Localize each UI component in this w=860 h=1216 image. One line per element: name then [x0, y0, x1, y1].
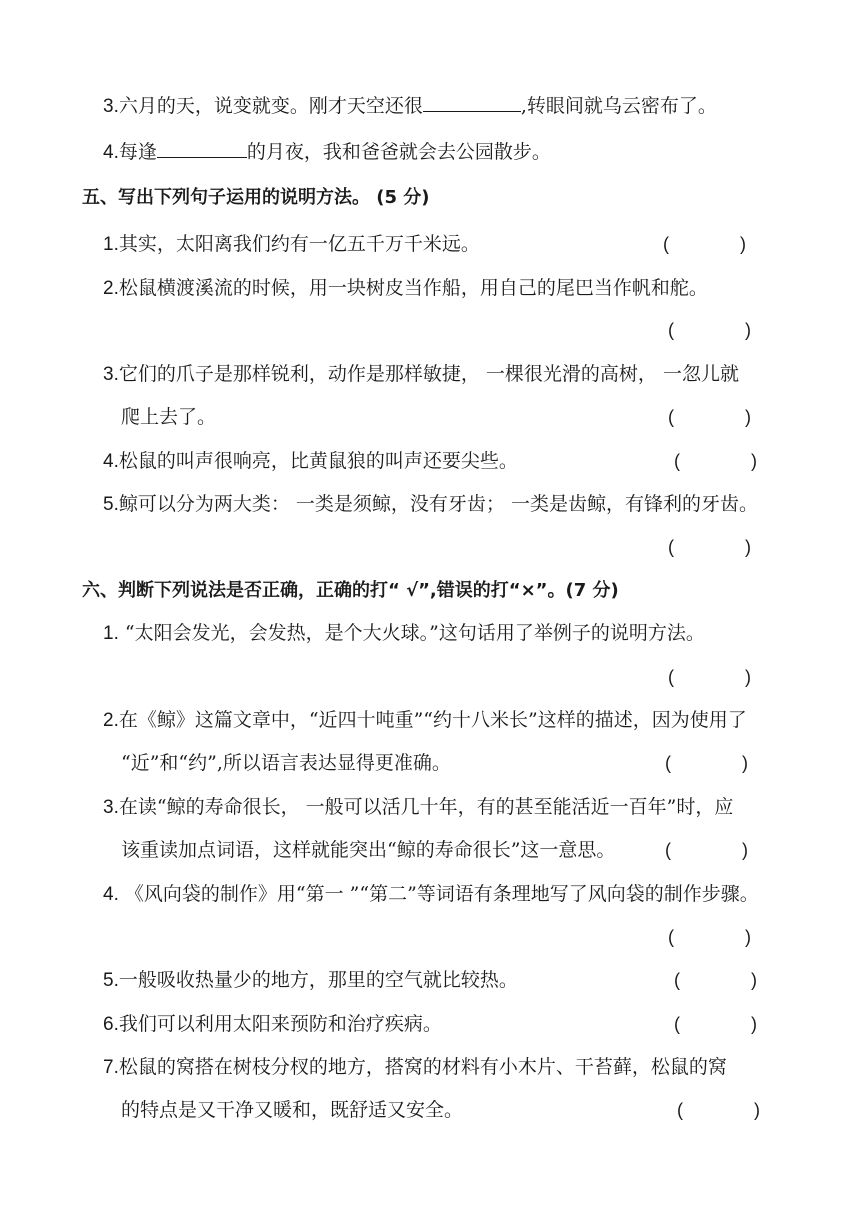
answer-parentheses[interactable]: ( )	[674, 1014, 757, 1034]
judge-item-4: 4. 《风向袋的制作》用“第一 ”“第二”等词语有条理地写了风向袋的制作步骤。	[103, 883, 759, 905]
answer-parentheses[interactable]: ( )	[668, 537, 751, 557]
section-five-heading: 五、写出下列句子运用的说明方法。 (5 分)	[82, 187, 430, 208]
judge-item-6: 6.我们可以利用太阳来预防和治疗疾病。	[103, 1013, 442, 1035]
answer-parentheses[interactable]: ( )	[665, 753, 748, 773]
fill-blank-item-3: 3.六月的天，说变就变。刚才天空还很 ,转眼间就乌云密布了。	[103, 95, 717, 117]
section-six-heading: 六、判断下列说法是否正确，正确的打“ √”,错误的打“×”。(7 分)	[82, 580, 619, 601]
fill-blank-item-4: 4.每逢 的月夜，我和爸爸就会去公园散步。	[103, 141, 551, 163]
answer-parentheses[interactable]: ( )	[663, 234, 746, 254]
method-item-3: 3.它们的爪子是那样锐利，动作是那样敏捷， 一棵很光滑的高树， 一忽儿就	[103, 363, 739, 385]
judge-item-2-continuation: “近”和“约”,所以语言表达显得更准确。	[121, 752, 451, 774]
method-item-1: 1.其实，太阳离我们约有一亿五千万千米远。	[103, 233, 480, 255]
answer-parentheses[interactable]: ( )	[665, 840, 748, 860]
answer-parentheses[interactable]: ( )	[674, 970, 757, 990]
judge-item-1: 1. “太阳会发光，会发热，是个大火球。”这句话用了举例子的说明方法。	[103, 622, 705, 644]
method-item-5: 5.鲸可以分为两大类： 一类是须鲸，没有牙齿； 一类是齿鲸，有锋利的牙齿。	[103, 493, 758, 515]
method-item-4: 4.松鼠的叫声很响亮，比黄鼠狼的叫声还要尖些。	[103, 450, 518, 472]
answer-parentheses[interactable]: ( )	[674, 451, 757, 471]
answer-parentheses[interactable]: ( )	[668, 667, 751, 687]
method-item-3-continuation: 爬上去了。	[121, 406, 217, 428]
answer-parentheses[interactable]: ( )	[668, 927, 751, 947]
judge-item-7: 7.松鼠的窝搭在树枝分杈的地方，搭窝的材料有小木片、干苔藓，松鼠的窝	[103, 1056, 727, 1078]
answer-parentheses[interactable]: ( )	[668, 407, 751, 427]
answer-parentheses[interactable]: ( )	[677, 1100, 760, 1120]
judge-item-2: 2.在《鲸》这篇文章中，“近四十吨重”“约十八米长”这样的描述，因为使用了	[103, 709, 747, 731]
judge-item-5: 5.一般吸收热量少的地方，那里的空气就比较热。	[103, 969, 518, 991]
answer-blank[interactable]	[423, 93, 521, 112]
judge-item-3: 3.在读“鲸的寿命很长， 一般可以活几十年，有的甚至能活近一百年”时，应	[103, 796, 734, 818]
answer-parentheses[interactable]: ( )	[668, 320, 751, 340]
judge-item-3-continuation: 该重读加点词语，这样就能突出“鲸的寿命很长”这一意思。	[121, 839, 616, 861]
judge-item-7-continuation: 的特点是又干净又暖和，既舒适又安全。	[121, 1099, 464, 1121]
answer-blank[interactable]	[157, 139, 247, 158]
method-item-2: 2.松鼠横渡溪流的时候，用一块树皮当作船，用自己的尾巴当作帆和舵。	[103, 277, 708, 299]
